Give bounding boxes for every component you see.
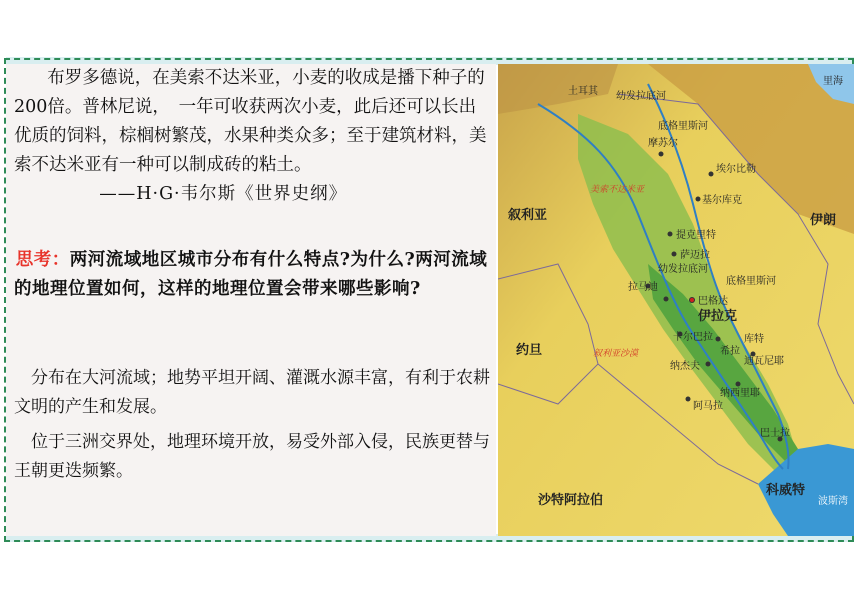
label-kirkuk: 基尔库克 [702, 195, 742, 206]
think-question: 两河流域地区城市分布有什么特点?为什么?两河流域的地理位置如何，这样的地理位置会带来哪些影响? [14, 250, 488, 299]
think-paragraph [14, 246, 490, 304]
quote-author: ——H·G·韦尔斯《世界史纲》 [99, 184, 348, 204]
label-region-mesopotamia: 美索不达米亚 [590, 185, 645, 195]
label-region-desert: 叙利亚沙漠 [593, 349, 639, 359]
answer-2: 位于三洲交界处，地理环境开放，易受外部入侵，民族更替与王朝更迭频繁。 [14, 432, 490, 481]
label-basra: 巴士拉 [760, 428, 790, 439]
label-diwaniyah: 迪瓦尼耶 [744, 356, 784, 367]
label-tikrit: 提克里特 [676, 230, 716, 241]
quote-text: 布罗多德说，在美索不达米亚，小麦的收成是播下种子的200倍。普林尼说， 一年可收获两次小麦，此后还可以长出优质的饲料，棕榈树繁茂，水果种类众多；至于建筑材料，美索不达米亚有一种可以制成砖的粘土。 [14, 68, 487, 175]
label-tigris-top: 底格里斯河 [658, 121, 708, 132]
label-caspian: 里海 [823, 76, 843, 87]
label-euphrates-top: 幼发拉底河 [616, 91, 666, 102]
label-iraq: 伊拉克 [698, 309, 738, 324]
map-svg [498, 64, 854, 536]
label-amarah: 阿马拉 [693, 401, 723, 412]
mesopotamia-map [498, 64, 854, 536]
label-karbala: 卡尔巴拉 [673, 332, 713, 343]
label-tigris-mid: 底格里斯河 [726, 276, 776, 287]
label-ramadi: 拉马迪 [628, 282, 658, 293]
label-hilla: 希拉 [720, 346, 740, 357]
quote-paragraph [14, 64, 490, 209]
label-mosul: 摩苏尔 [648, 138, 678, 149]
label-iran: 伊朗 [810, 213, 837, 228]
label-nasiriyah: 纳西里耶 [720, 388, 760, 399]
label-turkey: 土耳其 [568, 86, 598, 97]
answer-1: 分布在大河流域；地势平坦开阔、灌溉水源丰富，有利于农耕文明的产生和发展。 [14, 368, 490, 417]
label-kuwait: 科威特 [766, 483, 806, 498]
label-najaf: 纳杰夫 [670, 361, 700, 372]
label-samarra: 萨迈拉 [680, 250, 710, 261]
capital-marker [690, 298, 694, 302]
label-jordan: 约旦 [516, 343, 543, 358]
label-kut: 库特 [744, 334, 764, 345]
label-erbil: 埃尔比勒 [716, 164, 756, 175]
label-euphrates-mid: 幼发拉底河 [658, 264, 708, 275]
think-label: 思考： [15, 250, 70, 270]
label-saudi: 沙特阿拉伯 [538, 493, 604, 508]
label-syria: 叙利亚 [508, 208, 548, 223]
label-gulf: 波斯湾 [818, 496, 848, 507]
label-baghdad: 巴格达 [698, 296, 728, 307]
